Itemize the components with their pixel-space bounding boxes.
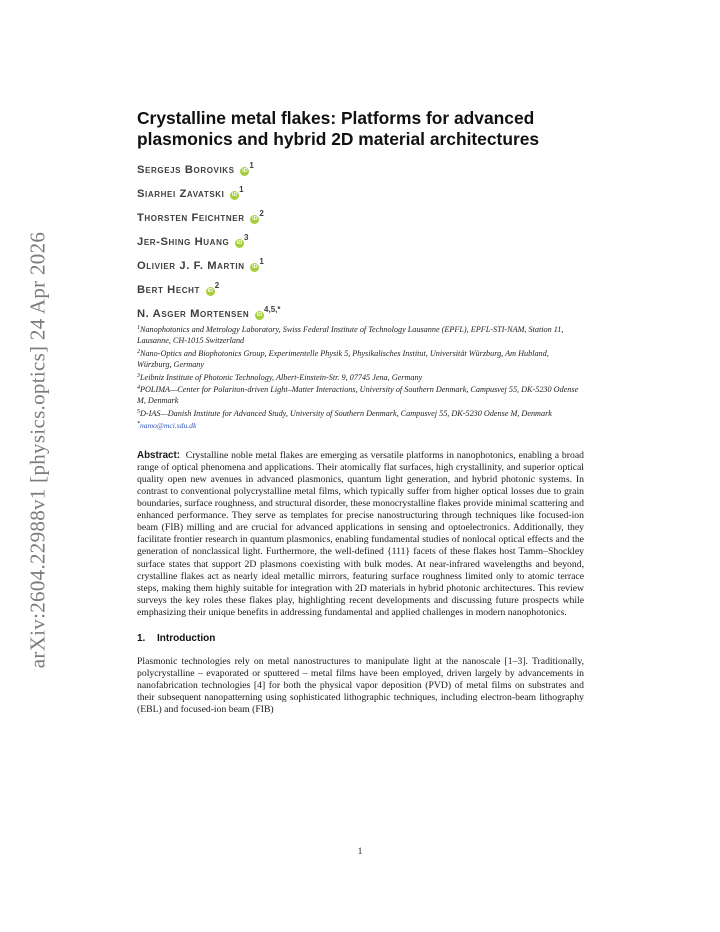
- author-4: [137, 230, 584, 254]
- abstract-label: Abstract:: [137, 449, 181, 461]
- author-3: [137, 206, 584, 230]
- author-affil-sup: 2: [259, 209, 264, 218]
- author-affil-sup: 3: [243, 233, 249, 242]
- abstract: [137, 450, 584, 619]
- author-affil-sup: 2: [214, 281, 220, 290]
- orcid-icon[interactable]: iD: [252, 264, 258, 270]
- affiliation-5: [137, 407, 584, 419]
- intro-paragraph: Plasmonic technologies rely on metal nanostructures to manipulate light at the nanoscale [1–3]. Traditionally, polycrystalline – evaporated or sputtered – metal films have been employed, driven largely by advancements in nanofabrication technologies [4] for both the physical vapor deposition (PVD) of metal films on substrates and their subsequent nanopatterning using sophisticated lithographic techniques, including electron-beam lithography (EBL) and focused-ion beam (FIB): [137, 655, 584, 716]
- author-name: Bert Hecht: [137, 284, 201, 296]
- email-sup: *: [137, 421, 140, 428]
- affiliation-text: D-IAS—Danish Institute for Advanced Study, University of Southern Denmark, Campusvej 55, DK-5230 Odense M, Denmark: [140, 408, 552, 418]
- affiliation-sup: 5: [137, 408, 140, 415]
- page-number: 1: [357, 847, 363, 857]
- affiliation-sup: 4: [137, 385, 140, 392]
- author-5: [137, 254, 584, 278]
- email-link[interactable]: namo@mci.sdu.dk: [140, 421, 197, 431]
- affiliations: [137, 323, 584, 432]
- affiliation-sup: 2: [137, 348, 140, 355]
- section-number: 1.: [137, 632, 146, 644]
- abstract-text: Crystalline noble metal flakes are emerging as versatile platforms in nanophotonics, enabling a broad range of optical phenomena and applications. Their atomically flat surfaces, high crystallinity, and superior optical quality open new avenues in advanced plasmonics, quantum light generation, and hybrid photonic systems. In contrast to conventional polycrystalline metal films, which typically suffer from higher optical losses due to grain boundaries, surface roughness, and structural disorder, these monocrystalline flakes provide minimal scattering and enhanced performance. They serve as templates for precise nanostructuring through techniques like focused-ion beam (FIB) milling and are crucial for advanced applications in sensing and optoelectronics. Additionally, they facilitate frontier research in quantum plasmonics, enabling fundamental studies of nonlocal optical effects and the generation of nonclassical light. Furthermore, the well-defined {111} facets of these flakes host Tamm–Shockley surface states that support 2D plasmons coexisting with bulk modes. At near-infrared wavelengths and beyond, crystalline flakes act as nearly ideal metallic mirrors, featuring surface roughness limited only to atomic terrace steps, making them highly suitable for integration with 2D materials in hybrid photonic architectures. This review surveys the key roles these flakes play, highlighting recent developments and discussing future prospects while emphasizing their unique benefits in addressing fundamental and applied challenges in modern nanophotonics.: [137, 449, 584, 618]
- author-affil-sup: 4,5,*: [264, 305, 281, 314]
- author-name: Jer-Shing Huang: [137, 236, 230, 248]
- paper-title: Crystalline metal flakes: Platforms for advanced plasmonics and hybrid 2D material architectures: [137, 108, 540, 149]
- affiliation-text: Nano-Optics and Biophotonics Group, Experimentelle Physik 5, Physikalisches Institut, Universität Würzburg, Am Hubland, Würzburg, Germany: [137, 348, 549, 370]
- author-6: [137, 278, 584, 302]
- section-heading: [137, 633, 584, 644]
- author-affil-sup: 1: [259, 257, 264, 266]
- orcid-icon[interactable]: iD: [207, 288, 214, 294]
- affiliation-2: [137, 347, 584, 371]
- author-name: Thorsten Feichtner: [137, 212, 245, 224]
- orcid-icon[interactable]: iD: [256, 312, 263, 318]
- corresponding-email: [137, 419, 584, 431]
- orcid-icon[interactable]: iD: [252, 216, 258, 222]
- affiliation-1: [137, 323, 584, 347]
- author-affil-sup: 1: [239, 185, 244, 194]
- orcid-icon[interactable]: iD: [236, 240, 243, 246]
- author-affil-sup: 1: [249, 161, 254, 170]
- affiliation-3: [137, 371, 584, 383]
- author-2: [137, 182, 584, 206]
- affiliation-text: Nanophotonics and Metrology Laboratory, Swiss Federal Institute of Technology Lausanne (EPFL), EPFL-STI-NAM, Station 11, Lausanne, CH-1015 Switzerland: [137, 325, 564, 346]
- affiliation-sup: 3: [137, 372, 140, 379]
- author-list: [137, 158, 584, 326]
- section-title: Introduction: [157, 632, 216, 644]
- arxiv-identifier: arXiv:2604.22988v1 [physics.optics] 24 Apr 2026: [25, 231, 50, 669]
- author-name: N. Asger Mortensen: [137, 308, 250, 320]
- author-name: Sergejs Boroviks: [137, 164, 235, 176]
- author-name: Olivier J. F. Martin: [137, 260, 245, 272]
- paper-page: [137, 108, 584, 716]
- orcid-icon[interactable]: iD: [242, 168, 248, 174]
- affiliation-text: POLIMA—Center for Polariton-driven Light–Matter Interactions, University of Southern Denmark, Campusvej 55, DK-5230 Odense M, Denmark: [137, 385, 579, 406]
- affiliation-text: Leibniz Institute of Photonic Technology, Albert-Einstein-Str. 9, 07745 Jena, Germany: [140, 372, 423, 382]
- orcid-icon[interactable]: iD: [231, 192, 238, 198]
- author-name: Siarhei Zavatski: [137, 188, 225, 200]
- affiliation-sup: 1: [137, 325, 140, 331]
- arxiv-sidebar: [18, 220, 58, 680]
- affiliation-4: [137, 383, 584, 407]
- author-1: [137, 158, 584, 182]
